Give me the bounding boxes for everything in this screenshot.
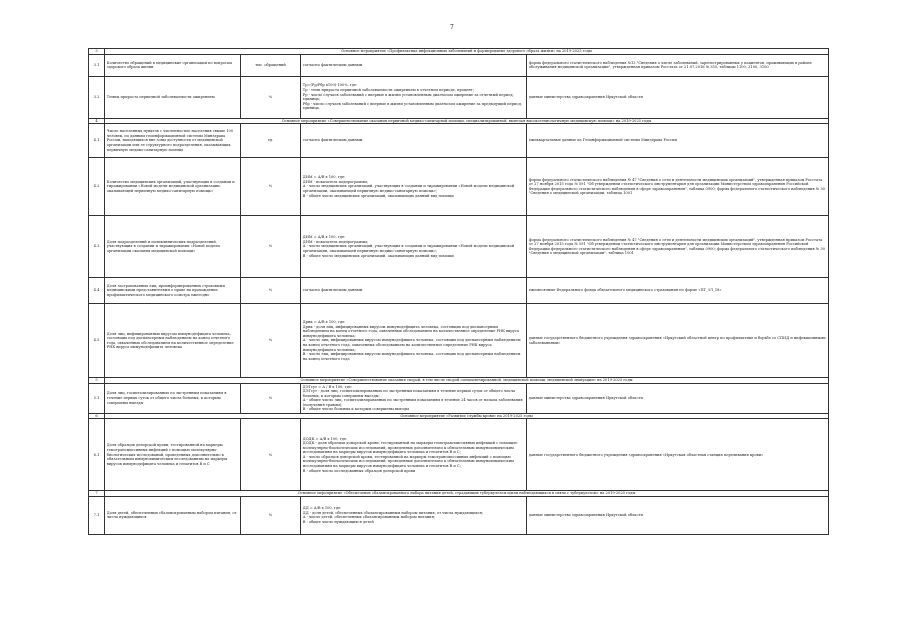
- indicator-calculation: [301, 496, 527, 534]
- section-title: Основное мероприятие «Совершенствование оказания скорой, в том числе скорой специализированной, медицинской помощи, медицинской эвакуации» на 2019-2025 годы: [105, 378, 829, 384]
- calculation-line: В - общее число больных к которым совершены выезды: [302, 407, 409, 412]
- calculation-line: В - общее число исследованных образцов донорской крови: [302, 468, 416, 473]
- calculation-line: Дрнк - доля лиц, инфицированных вирусом иммунодефицита человека, состоящих под диспансерным наблюдением на конец отчетного года, охваченных обследованием на количественное определение РНК вируса иммунодефицита человека;: [302, 324, 519, 338]
- indicator-source: форма федерального статистического наблюдения № 47 "Сведения о сети и деятельности медицинских организаций", утвержденная приказом Росстата от 27 ноября 2015 года № 591 "Об утверждении статистического инструментария для организации Министерством здравоохранения Российской Федерации федерального статистического наблюдения в сфере здравоохранения", таблица 0900; форма федерального статистического наблюдения № 30 "Сведения о медицинской организации", таблица 1001: [527, 216, 829, 278]
- indicator-unit: %: [241, 76, 301, 118]
- indicator-source: ежеквартальные данные из Геоинформационной системы Минздрава России: [527, 124, 829, 158]
- calculation-line: согласно фактическим данным: [302, 62, 363, 67]
- indicator-row: [89, 278, 829, 304]
- indicator-row: [89, 419, 829, 491]
- calculation-line: В - общее число нуждающихся детей: [302, 520, 374, 525]
- indicator-source: данные государственного бюджетного учреждения здравоохранения «Иркутский областной центр по профилактике и борьбе со СПИД и инфекционными заболеваниями»: [527, 304, 829, 378]
- calculation-line: ДНМ - показатель подпрограммы;: [302, 239, 369, 244]
- calculation-line: А - число образцов донорской крови, тестированной на маркеры гемотрансмиссивных инфекций с помощью молекулярно-биологических исследований, проведенных дополнительно к обязательным иммунохимическим исследованиям на маркеры вирусов иммунодефицита человека и гепатитов В и С;: [302, 454, 514, 469]
- calculation-line: В - общее число медицинских организаций, оказывающих данный вид помощи: [302, 193, 454, 198]
- indicator-calculation: [301, 216, 527, 278]
- calculation-line: Рбр - число случаев заболеваний с впервые в жизни установленным диагнозом ожирение за предыдущий период, единица.: [302, 101, 522, 111]
- indicator-source: ежемесячные Федерального фонда обязательного медицинского страхования по форме «ПГ_ЗЛ_18»: [527, 278, 829, 304]
- indicator-unit: %: [241, 304, 301, 378]
- calculation-line: А - число детей, обеспеченных сбалансированным набором питания;: [302, 515, 436, 520]
- indicator-unit: %: [241, 216, 301, 278]
- section-number: 4: [89, 118, 105, 124]
- indicator-number: 7.1: [89, 496, 105, 534]
- section-number: 3: [89, 49, 105, 55]
- indicator-calculation: [301, 76, 527, 118]
- indicator-name: Доля образцов донорской крови, тестированной на маркеры гемотрансмиссивных инфекций с помощью молекулярно-биологических исследований, проведенных дополнительно к обязательным иммунохимическим исследованиям на маркеры вирусов иммунодефицита человека и гепатитов В и С: [105, 419, 241, 491]
- calculation-line: ДД = А/В х 100, где:: [302, 506, 342, 511]
- calculation-line: ДОДК - доля образцов донорской крови, тестированной на маркеры гемотрансмиссивных инфекций с помощью молекулярно-биологических исследований, проведенных дополнительно к обязательным иммунохимическим исследованиям на маркеры вирусов иммунодефицита человека и гепатитов В и С;: [302, 441, 518, 455]
- calculation-line: согласно фактическим данным: [302, 138, 363, 143]
- indicator-name: Доля лиц, инфицированных вирусом иммунодефицита человека, состоящих под диспансерным наблюдением на конец отчетного года, охваченных обследованием на количественное определение РНК вируса иммунодефицита человека: [105, 304, 241, 378]
- calculation-line: В - общее число медицинских организаций, оказывающих данный вид помощи: [302, 253, 454, 258]
- indicator-source: данные министерства здравоохранения Иркутской области: [527, 383, 829, 413]
- indicator-name: Количество обращений в медицинские организации по вопросам здорового образа жизни: [105, 54, 241, 76]
- indicator-row: [89, 496, 829, 534]
- indicator-calculation: [301, 278, 527, 304]
- calculation-line: Тр - темп прироста первичной заболеваемости ожирением в отчетном периоде, процент;: [302, 87, 474, 92]
- indicator-row: [89, 124, 829, 158]
- indicator-calculation: [301, 124, 527, 158]
- indicator-source: данные министерства здравоохранения Иркутской области: [527, 496, 829, 534]
- indicator-number: 3.1: [89, 54, 105, 76]
- calculation-line: ДНМ = А/В х 100, где:: [302, 235, 346, 240]
- indicator-number: 4.5: [89, 304, 105, 378]
- indicator-number: 3.2: [89, 76, 105, 118]
- indicator-name: Доля подразделений и поликлинических подразделений, участвующих в создании и тиражировании «Новой модели организации оказания медицинской помощи»: [105, 216, 241, 278]
- section-number: 7: [89, 491, 105, 497]
- calculation-line: Рр - число случаев заболеваний с впервые в жизни установленным диагнозом ожирение за отчетный период, единица;: [302, 92, 514, 102]
- indicator-calculation: [301, 158, 527, 216]
- indicator-unit: %: [241, 158, 301, 216]
- calculation-line: согласно фактическим данным: [302, 288, 363, 293]
- indicator-unit: тыс. обращений: [241, 54, 301, 76]
- calculation-line: ДЭГсут - доля лиц, госпитализированных по экстренным показаниям в течение первых суток от общего числа больных, к которым совершены выезды;: [302, 389, 516, 398]
- calculation-line: А - общее число лиц, госпитализированных по экстренным показаниям в течение 24 часов от начала заболевания (получения травмы);: [302, 398, 523, 407]
- section-number: 5: [89, 378, 105, 384]
- calculation-line: ДД - доля детей, обеспеченных сбалансированным набором питания, от числа нуждающихся;: [302, 510, 484, 515]
- indicator-name: Число населенных пунктов с численностью населения свыше 100 человек, по данным геоинформационной системы Минздрава России, находящихся вне зоны доступности от медицинской организации или ее структурного подразделения, оказывающих первичную медико-санитарную помощь: [105, 124, 241, 158]
- indicator-source: данные государственного бюджетного учреждения здравоохранения «Иркутская областная станция переливания крови»: [527, 419, 829, 491]
- indicator-unit: ед.: [241, 124, 301, 158]
- calculation-line: А - число медицинских организаций, участвующих в создании и тиражировании «Новой модели медицинской организации, оказывающей первичную медико-санитарную помощь»;: [302, 244, 515, 253]
- indicator-number: 4.3: [89, 216, 105, 278]
- indicator-row: [89, 158, 829, 216]
- indicator-calculation: [301, 304, 527, 378]
- section-title: Основное мероприятие «Развитие службы крови» на 2019-2025 годы: [105, 413, 829, 419]
- section-number: 6: [89, 413, 105, 419]
- indicator-number: 5.1: [89, 383, 105, 413]
- indicator-source: данные министерства здравоохранения Иркутской области: [527, 76, 829, 118]
- calculation-line: ДЭГсут = А / В х 100, где:: [302, 384, 353, 389]
- indicator-row: [89, 76, 829, 118]
- calculation-line: ДОДК = А/В х 100, где:: [302, 436, 348, 441]
- indicator-source: форма федерального статистического наблюдения №12 "Сведения о числе заболеваний, зарегистрированных у пациентов, проживающих в районе обслуживания медицинской организации", утвержденная приказом Росстата от 21.07.2016 № 355, таблицы 1100, 2100, 3100: [527, 54, 829, 76]
- indicator-calculation: [301, 419, 527, 491]
- section-title: Основное мероприятие «Обеспечение сбалансированного набора питания детей, страдающих туберкулезом и/или наблюдающихся в связи с туберкулезом» на 2019-2025 годы: [105, 491, 829, 497]
- indicator-name: Количество медицинских организаций, участвующих в создании и тиражировании «Новой модели медицинской организации, оказывающей первичную медико-санитарную помощь»: [105, 158, 241, 216]
- page-number: 7: [450, 24, 454, 31]
- calculation-line: В - число лиц, инфицированных вирусом иммунодефицита человека, состоящих под диспансерным наблюдением на конец отчетного года: [302, 352, 521, 361]
- calculation-line: Дрнк = А/В х 100, где:: [302, 320, 346, 325]
- indicator-calculation: [301, 54, 527, 76]
- indicator-row: [89, 304, 829, 378]
- indicator-name: Доля застрахованных лиц, проинформированных страховыми медицинскими представителями о праве на прохождение профилактического медицинского осмотра ежегодно: [105, 278, 241, 304]
- indicator-unit: %: [241, 383, 301, 413]
- section-title: Основное мероприятие «Профилактика инфекционных заболеваний и формирование здорового образа жизни» на 2019-2025 годы: [105, 49, 829, 55]
- indicator-number: 4.2: [89, 158, 105, 216]
- indicator-number: 6.1: [89, 419, 105, 491]
- calculation-line: ДНМ - показатель подпрограммы;: [302, 179, 369, 184]
- indicator-name: Темпы прироста первичной заболеваемости ожирением: [105, 76, 241, 118]
- calculation-line: А - число лиц, инфицированных вирусом иммунодефицита человека, состоящих под диспансерным наблюдением на конец отчетного года, охваченных обследованием на количественное определение РНК вируса иммунодефицита человека;: [302, 338, 521, 352]
- indicator-row: [89, 54, 829, 76]
- calculation-line: Тр=(Рр/Рбр х100)-100%, где:: [302, 83, 358, 88]
- indicator-name: Доля лиц, госпитализированных по экстренным показаниям в течение первых суток от общего числа больных, к которым совершены выезды: [105, 383, 241, 413]
- indicator-name: Доля детей, обеспеченных сбалансированным набором питания, от числа нуждающихся: [105, 496, 241, 534]
- indicator-calculation: [301, 383, 527, 413]
- indicator-table: [88, 48, 829, 535]
- indicator-unit: %: [241, 278, 301, 304]
- calculation-line: А - число медицинских организаций, участвующих в создании и тиражировании «Новой модели медицинской организации, оказывающей первичную медико-санитарную помощь»;: [302, 184, 515, 193]
- calculation-line: ДНМ = А/В х 100, где:: [302, 175, 346, 180]
- indicator-unit: %: [241, 496, 301, 534]
- section-title: Основное мероприятие «Совершенствование оказания первичной медико-санитарной помощи, специализированной, включая высокотехнологичную медицинскую помощь» на 2019-2025 годы: [105, 118, 829, 124]
- indicator-number: 4.4: [89, 278, 105, 304]
- indicator-source: форма федерального статистического наблюдения № 47 "Сведения о сети и деятельности медицинских организаций", утвержденная приказом Росстата от 27 ноября 2015 года № 591 "Об утверждении статистического инструментария для организации Министерством здравоохранения Российской Федерации федерального статистического наблюдения в сфере здравоохранения", таблица 0900; форма федерального статистического наблюдения № 30 "Сведения о медицинской организации, таблица 1001: [527, 158, 829, 216]
- indicator-row: [89, 383, 829, 413]
- indicator-row: [89, 216, 829, 278]
- indicator-unit: %: [241, 419, 301, 491]
- indicator-number: 4.1: [89, 124, 105, 158]
